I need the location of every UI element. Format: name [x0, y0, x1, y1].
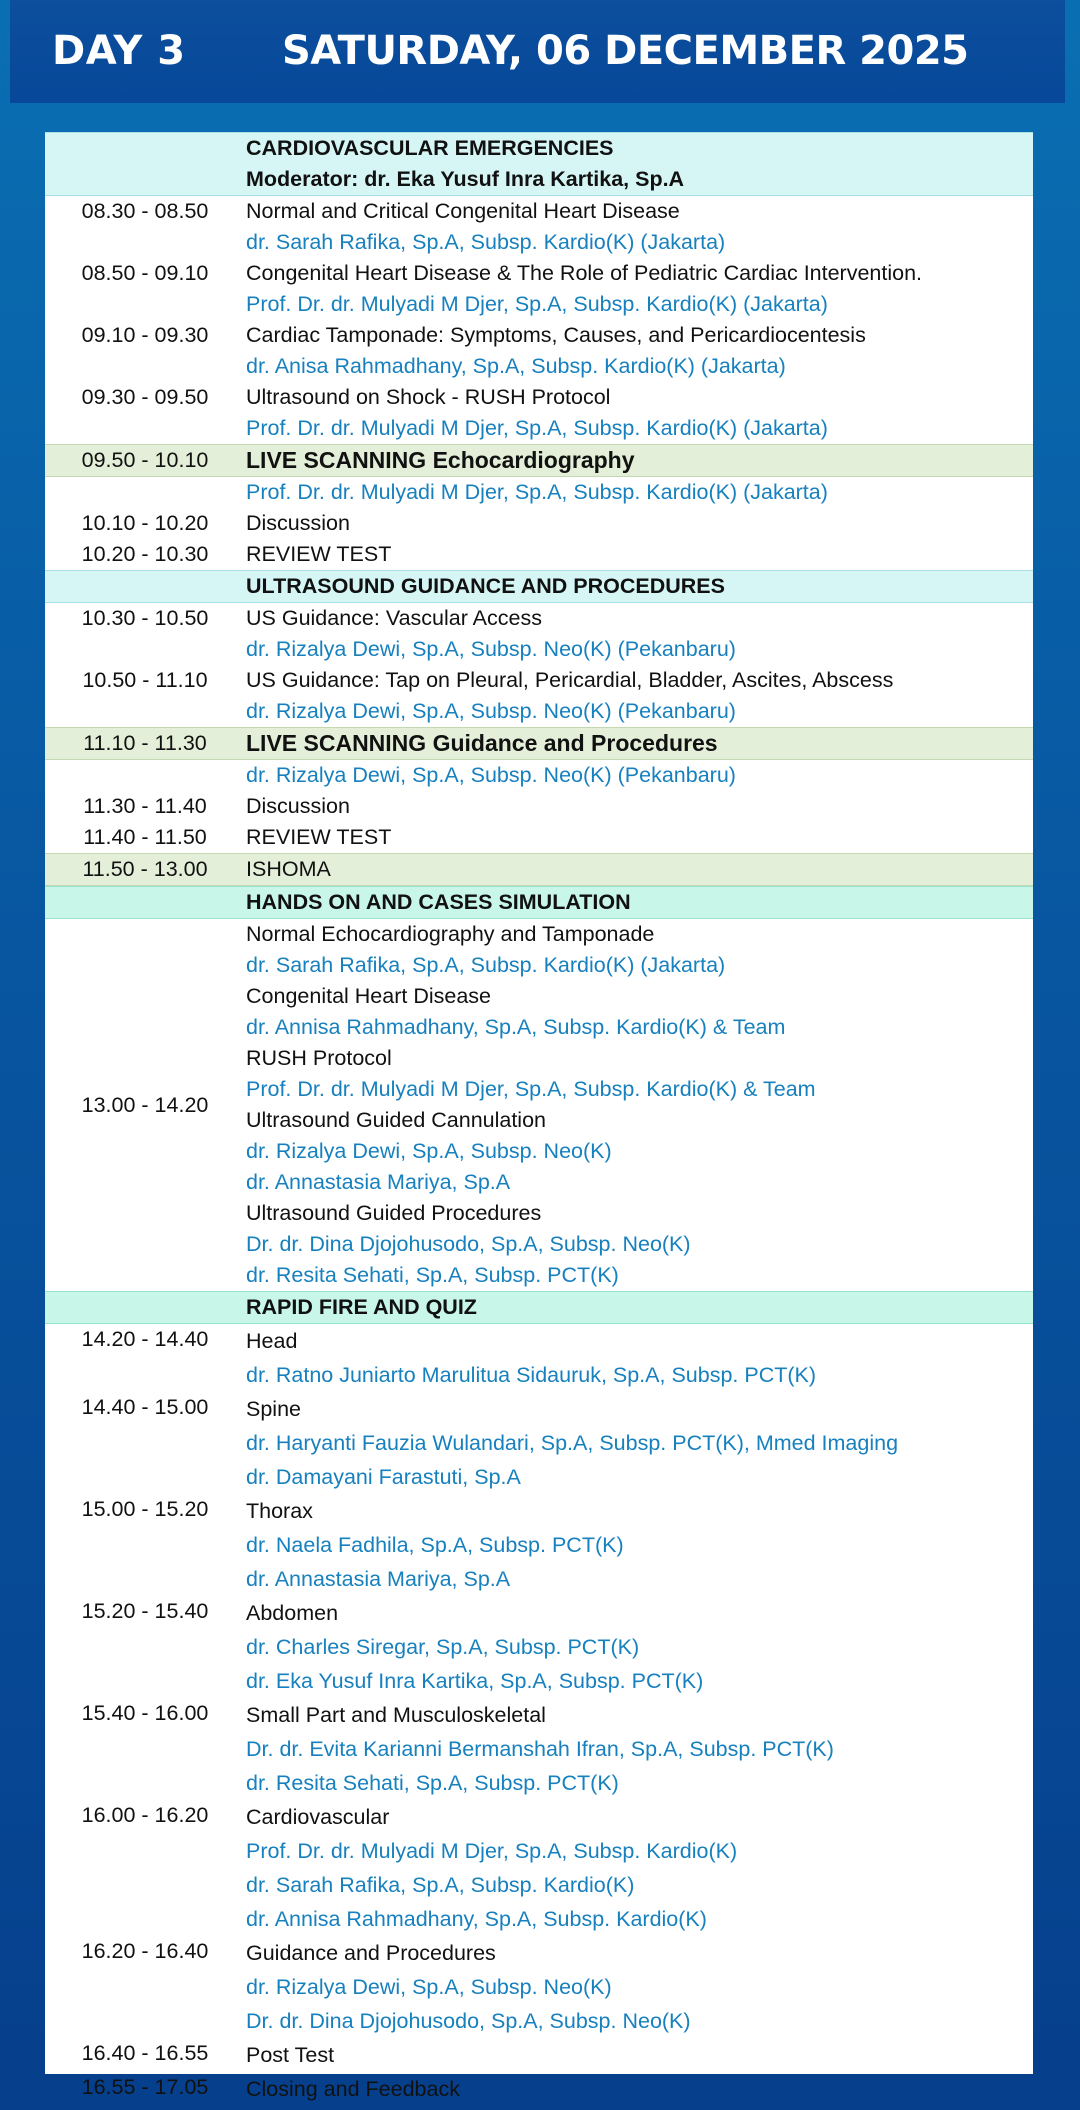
session-title: Head [246, 1329, 298, 1353]
section-row [45, 853, 1033, 886]
session-content [246, 1936, 1033, 2038]
session-time: 10.50 - 11.10 [82, 668, 208, 692]
session-row [45, 1596, 1033, 1698]
session-time: 15.00 - 15.20 [81, 1497, 209, 1521]
session-time: 10.10 - 10.20 [81, 511, 209, 535]
session-row [45, 2038, 1033, 2072]
session-row [45, 539, 1033, 570]
session-content [246, 382, 1033, 444]
session-time: 11.10 - 11.30 [83, 731, 207, 755]
session-title: Cardiac Tamponade: Symptoms, Causes, and Pericardiocentesis [246, 323, 866, 347]
session-row [45, 1698, 1033, 1800]
speaker-name: dr. Naela Fadhila, Sp.A, Subsp. PCT(K) [246, 1533, 624, 1557]
speaker-name: Prof. Dr. dr. Mulyadi M Djer, Sp.A, Subsp. Kardio(K) (Jakarta) [246, 292, 828, 316]
session-content [246, 1596, 1033, 1698]
section-title: CARDIOVASCULAR EMERGENCIES [246, 136, 614, 160]
section-title: ULTRASOUND GUIDANCE AND PROCEDURES [246, 574, 725, 598]
session-content [246, 320, 1033, 382]
session-content [246, 508, 1033, 539]
section-title: Moderator: dr. Eka Yusuf Inra Kartika, Sp.A [246, 167, 685, 191]
session-content [246, 2072, 1033, 2106]
session-time: 14.40 - 15.00 [81, 1395, 209, 1419]
session-row [45, 1324, 1033, 1392]
session-title: RUSH Protocol [246, 1046, 392, 1070]
section-title: LIVE SCANNING Echocardiography [246, 447, 635, 473]
session-content [246, 760, 1033, 791]
session-time: 16.55 - 17.05 [81, 2075, 209, 2099]
speaker-name: dr. Rizalya Dewi, Sp.A, Subsp. Neo(K) (Pekanbaru) [246, 763, 736, 787]
speaker-name: dr. Anisa Rahmadhany, Sp.A, Subsp. Kardio(K) (Jakarta) [246, 354, 786, 378]
session-content [246, 887, 1033, 918]
session-time: 08.50 - 09.10 [81, 261, 209, 285]
speaker-name: dr. Charles Siregar, Sp.A, Subsp. PCT(K) [246, 1635, 640, 1659]
session-content [246, 1292, 1033, 1323]
section-row [45, 1291, 1033, 1324]
session-time: 09.30 - 09.50 [81, 385, 209, 409]
speaker-name: Prof. Dr. dr. Mulyadi M Djer, Sp.A, Subsp. Kardio(K) & Team [246, 1077, 816, 1101]
speaker-name: dr. Rizalya Dewi, Sp.A, Subsp. Neo(K) [246, 1975, 612, 1999]
session-title: Ultrasound Guided Cannulation [246, 1108, 547, 1132]
section-row [45, 570, 1033, 603]
speaker-name: dr. Rizalya Dewi, Sp.A, Subsp. Neo(K) [246, 1139, 612, 1163]
speaker-name: dr. Annisa Rahmadhany, Sp.A, Subsp. Kardio(K) [246, 1907, 707, 1931]
section-title: HANDS ON AND CASES SIMULATION [246, 890, 631, 914]
speaker-name: dr. Sarah Rafika, Sp.A, Subsp. Kardio(K) (Jakarta) [246, 230, 726, 254]
session-time: 10.30 - 10.50 [81, 606, 209, 630]
session-time: 10.20 - 10.30 [81, 542, 209, 566]
session-time: 14.20 - 14.40 [81, 1327, 209, 1351]
session-title: Congenital Heart Disease [246, 984, 491, 1008]
section-row [45, 444, 1033, 477]
session-title: Congenital Heart Disease & The Role of Pediatric Cardiac Intervention. [246, 261, 923, 285]
session-title: REVIEW TEST [246, 825, 392, 849]
session-time: 08.30 - 08.50 [81, 199, 209, 223]
day-label: DAY 3 [52, 28, 186, 74]
session-content [246, 258, 1033, 320]
session-row [45, 2072, 1033, 2106]
speaker-name: dr. Sarah Rafika, Sp.A, Subsp. Kardio(K) [246, 1873, 635, 1897]
session-title: Abdomen [246, 1601, 339, 1625]
speaker-name: dr. Sarah Rafika, Sp.A, Subsp. Kardio(K) (Jakarta) [246, 953, 726, 977]
session-time: 16.20 - 16.40 [81, 1939, 209, 1963]
session-content [246, 477, 1033, 508]
speaker-name: dr. Annisa Rahmadhany, Sp.A, Subsp. Kardio(K) & Team [246, 1015, 786, 1039]
session-time: 16.00 - 16.20 [81, 1803, 209, 1827]
session-row [45, 760, 1033, 791]
session-content [246, 665, 1033, 727]
speaker-name: dr. Annastasia Mariya, Sp.A [246, 1170, 511, 1194]
session-time: 16.40 - 16.55 [81, 2041, 209, 2065]
session-row [45, 665, 1033, 727]
session-content [246, 854, 1033, 885]
session-row [45, 919, 1033, 1291]
session-time: 15.20 - 15.40 [81, 1599, 209, 1623]
speaker-name: dr. Ratno Juniarto Marulitua Sidauruk, Sp.A, Subsp. PCT(K) [246, 1363, 817, 1387]
speaker-name: Dr. dr. Dina Djojohusodo, Sp.A, Subsp. Neo(K) [246, 1232, 691, 1256]
session-title: US Guidance: Tap on Pleural, Pericardial, Bladder, Ascites, Abscess [246, 668, 894, 692]
speaker-name: dr. Damayani Farastuti, Sp.A [246, 1465, 521, 1489]
session-row [45, 603, 1033, 665]
session-row [45, 258, 1033, 320]
session-content [246, 539, 1033, 570]
session-row [45, 477, 1033, 508]
session-time: 11.40 - 11.50 [83, 825, 207, 849]
session-time: 11.30 - 11.40 [83, 794, 207, 818]
session-content [246, 919, 1033, 1291]
section-row [45, 132, 1033, 196]
session-title: Discussion [246, 511, 350, 535]
session-content [246, 728, 1033, 759]
schedule-rows [45, 132, 1033, 2106]
session-title: Cardiovascular [246, 1805, 390, 1829]
session-row [45, 508, 1033, 539]
session-title: Discussion [246, 794, 350, 818]
speaker-name: dr. Resita Sehati, Sp.A, Subsp. PCT(K) [246, 1771, 619, 1795]
session-content [246, 2038, 1033, 2072]
session-time: 13.00 - 14.20 [81, 1093, 209, 1117]
session-content [246, 1392, 1033, 1494]
section-title: LIVE SCANNING Guidance and Procedures [246, 730, 718, 756]
session-time: 15.40 - 16.00 [81, 1701, 209, 1725]
session-content [246, 1324, 1033, 1392]
session-row [45, 1392, 1033, 1494]
session-title: Small Part and Musculoskeletal [246, 1703, 546, 1727]
session-title: Guidance and Procedures [246, 1941, 496, 1965]
speaker-name: dr. Annastasia Mariya, Sp.A [246, 1567, 511, 1591]
session-content [246, 1800, 1033, 1936]
speaker-name: dr. Rizalya Dewi, Sp.A, Subsp. Neo(K) (Pekanbaru) [246, 699, 736, 723]
session-time: 11.50 - 13.00 [82, 857, 208, 881]
speaker-name: Prof. Dr. dr. Mulyadi M Djer, Sp.A, Subsp. Kardio(K) (Jakarta) [246, 416, 828, 440]
session-row [45, 822, 1033, 853]
session-title: REVIEW TEST [246, 542, 392, 566]
speaker-name: Dr. dr. Dina Djojohusodo, Sp.A, Subsp. Neo(K) [246, 2009, 691, 2033]
date-label: SATURDAY, 06 DECEMBER 2025 [282, 28, 969, 74]
session-content [246, 445, 1033, 476]
session-content [246, 1494, 1033, 1596]
session-content [246, 1698, 1033, 1800]
speaker-name: dr. Haryanti Fauzia Wulandari, Sp.A, Subsp. PCT(K), Mmed Imaging [246, 1431, 899, 1455]
session-row [45, 1936, 1033, 2038]
section-title: RAPID FIRE AND QUIZ [246, 1295, 477, 1319]
session-title: Thorax [246, 1499, 313, 1523]
speaker-name: dr. Resita Sehati, Sp.A, Subsp. PCT(K) [246, 1263, 619, 1287]
session-time: 09.10 - 09.30 [81, 323, 209, 347]
speaker-name: dr. Eka Yusuf Inra Kartika, Sp.A, Subsp. PCT(K) [246, 1669, 704, 1693]
session-content [246, 133, 1033, 195]
day-header [10, 0, 1065, 103]
session-time: 09.50 - 10.10 [81, 448, 209, 472]
speaker-name: Prof. Dr. dr. Mulyadi M Djer, Sp.A, Subsp. Kardio(K) (Jakarta) [246, 480, 828, 504]
session-title: Normal and Critical Congenital Heart Disease [246, 199, 680, 223]
session-row [45, 1800, 1033, 1936]
session-title: Ultrasound Guided Procedures [246, 1201, 542, 1225]
session-content [246, 791, 1033, 822]
session-row [45, 382, 1033, 444]
session-content [246, 571, 1033, 602]
speaker-name: Dr. dr. Evita Karianni Bermanshah Ifran, Sp.A, Subsp. PCT(K) [246, 1737, 834, 1761]
session-row [45, 320, 1033, 382]
session-row [45, 196, 1033, 258]
section-row [45, 886, 1033, 919]
session-row [45, 791, 1033, 822]
session-title: Spine [246, 1397, 301, 1421]
section-row [45, 727, 1033, 760]
speaker-name: Prof. Dr. dr. Mulyadi M Djer, Sp.A, Subsp. Kardio(K) [246, 1839, 738, 1863]
schedule-panel [45, 132, 1033, 2101]
session-title: US Guidance: Vascular Access [246, 606, 542, 630]
speaker-name: dr. Rizalya Dewi, Sp.A, Subsp. Neo(K) (Pekanbaru) [246, 637, 736, 661]
session-title: Post Test [246, 2043, 335, 2067]
session-title: ISHOMA [246, 857, 331, 881]
session-title: Closing and Feedback [246, 2077, 460, 2101]
session-content [246, 603, 1033, 665]
session-content [246, 822, 1033, 853]
session-content [246, 196, 1033, 258]
session-row [45, 1494, 1033, 1596]
session-title: Ultrasound on Shock - RUSH Protocol [246, 385, 611, 409]
session-title: Normal Echocardiography and Tamponade [246, 922, 655, 946]
